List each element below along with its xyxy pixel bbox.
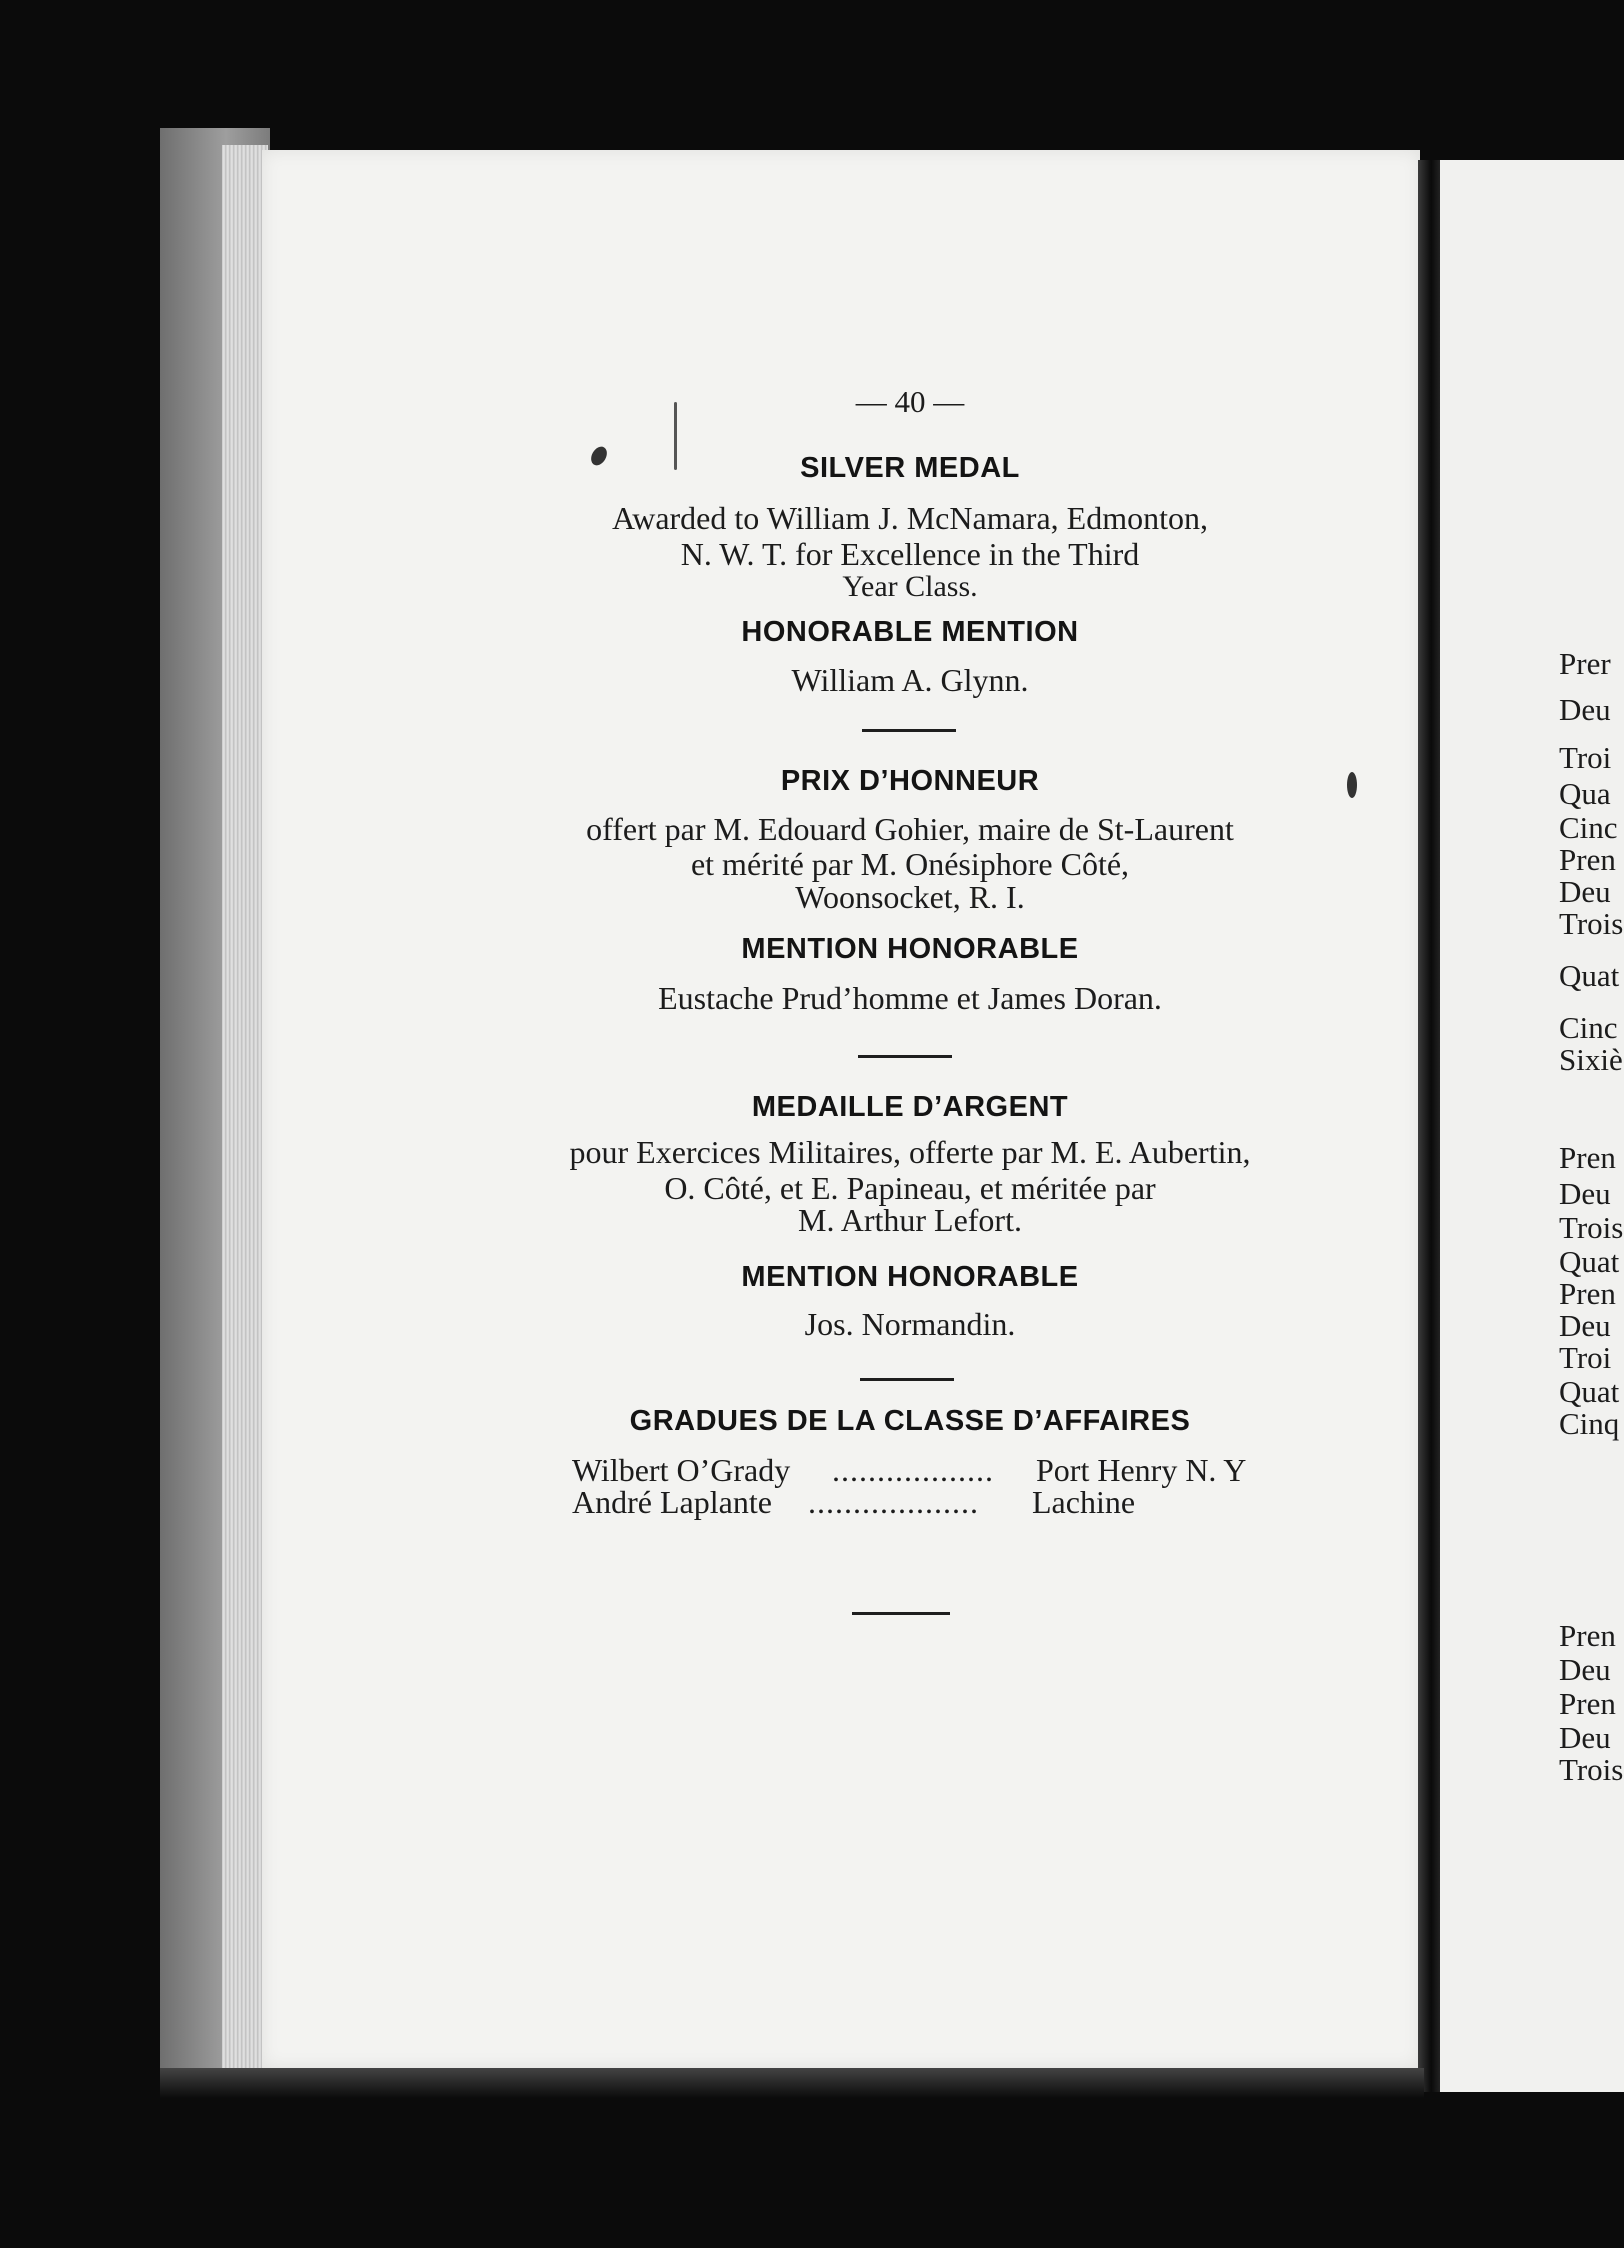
- right-page-fragment: Trois: [1559, 1210, 1624, 1245]
- right-page-fragment: Deu: [1559, 1176, 1611, 1211]
- graduates-heading: GRADUES DE LA CLASSE D’AFFAIRES: [629, 1405, 1191, 1437]
- scratch-mark: [674, 402, 677, 470]
- end-divider: [852, 1612, 950, 1615]
- right-page-fragment: Sixiè: [1559, 1042, 1623, 1077]
- graduate-place: Lachine: [1032, 1484, 1136, 1520]
- right-page-fragment: Pren: [1559, 1140, 1616, 1175]
- right-page-fragment: Pren: [1559, 842, 1616, 877]
- right-page-fragment: Quat: [1559, 1244, 1620, 1279]
- prix-honneur-line-1: offert par M. Edouard Gohier, maire de St-Laurent: [586, 811, 1234, 847]
- medaille-argent-line-2: O. Côté, et E. Papineau, et méritée par: [664, 1170, 1156, 1206]
- right-page-fragment: Troi: [1559, 740, 1612, 775]
- page-bottom-shadow: [160, 2068, 1424, 2098]
- honorable-mention-heading: HONORABLE MENTION: [741, 616, 1079, 648]
- silver-medal-line-3: Year Class.: [842, 570, 978, 603]
- right-page-fragment: Deu: [1559, 1720, 1611, 1755]
- silver-medal-heading: SILVER MEDAL: [800, 452, 1020, 484]
- mention-honorable-name-1: Eustache Prud’homme et James Doran.: [658, 980, 1162, 1016]
- graduate-leader-dots: ...................: [808, 1484, 979, 1520]
- prix-honneur-heading: PRIX D’HONNEUR: [780, 765, 1040, 797]
- right-page-fragment: Deu: [1559, 1652, 1611, 1687]
- right-page-fragment: Pren: [1559, 1686, 1616, 1721]
- right-page-fragment: Deu: [1559, 874, 1611, 909]
- mention-honorable-heading-2: MENTION HONORABLE: [741, 1261, 1079, 1293]
- medaille-argent-line-3: M. Arthur Lefort.: [798, 1202, 1022, 1238]
- right-page-fragment: Pren: [1559, 1618, 1616, 1653]
- right-page-fragment: Trois: [1559, 906, 1624, 941]
- section-divider: [862, 729, 956, 732]
- medaille-argent-line-1: pour Exercices Militaires, offerte par M. E. Aubertin,: [569, 1134, 1251, 1170]
- honorable-mention-name: William A. Glynn.: [791, 662, 1029, 698]
- right-page-fragment: Quat: [1559, 1374, 1620, 1409]
- right-page-fragment: Qua: [1559, 776, 1611, 811]
- book-gutter: [1418, 160, 1440, 2092]
- right-page-fragment: Cinc: [1559, 810, 1618, 845]
- graduate-leader-dots: ..................: [832, 1452, 994, 1488]
- silver-medal-line-1: Awarded to William J. McNamara, Edmonton,: [612, 500, 1208, 536]
- section-divider: [860, 1378, 954, 1381]
- prix-honneur-line-2: et mérité par M. Onésiphore Côté,: [690, 846, 1130, 882]
- right-page-fragment: Quat: [1559, 958, 1620, 993]
- right-page-fragment: Cinq: [1559, 1406, 1620, 1441]
- right-page-fragment: Deu: [1559, 1308, 1611, 1343]
- ink-blemish: [1347, 772, 1357, 798]
- mention-honorable-heading-1: MENTION HONORABLE: [741, 933, 1079, 965]
- right-page-fragment: Troi: [1559, 1340, 1612, 1375]
- right-page-fragment: Deu: [1559, 692, 1611, 727]
- page-number: — 40 —: [855, 384, 965, 419]
- right-page-fragment: Pren: [1559, 1276, 1616, 1311]
- right-page-fragment: Cinc: [1559, 1010, 1618, 1045]
- mention-honorable-name-2: Jos. Normandin.: [804, 1306, 1016, 1342]
- graduate-name: Wilbert O’Grady: [572, 1452, 791, 1488]
- right-page-fragment: Prer: [1559, 646, 1611, 681]
- silver-medal-line-2: N. W. T. for Excellence in the Third: [680, 536, 1140, 572]
- graduate-name: André Laplante: [572, 1484, 772, 1520]
- right-page-fragment: Trois: [1559, 1752, 1624, 1787]
- graduate-place: Port Henry N. Y: [1036, 1452, 1247, 1488]
- medaille-argent-heading: MEDAILLE D’ARGENT: [751, 1091, 1069, 1123]
- right-page: [1440, 160, 1624, 2092]
- section-divider: [858, 1055, 952, 1058]
- prix-honneur-line-3: Woonsocket, R. I.: [795, 879, 1025, 915]
